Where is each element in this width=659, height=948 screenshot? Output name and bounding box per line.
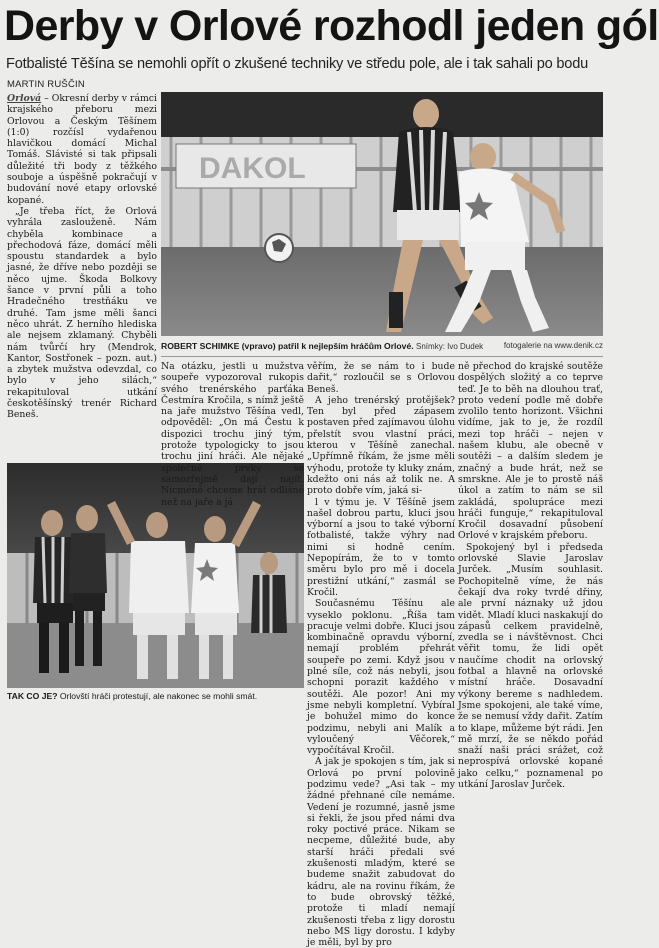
paragraph: A jeho trenérský protějšek? Ten byl před zápasem postaven před zajímavou úlohu přelstít svou vlastní práci, kterou v Těšíně zanechal. „Upřímně říkám, že jsme měli výhodu, protože ty kluky znám, kdežto oni nás až tolik ne. A proto dobře vím, jaká si-	[307, 394, 455, 497]
gallery-link[interactable]: fotogalerie na www.denik.cz	[503, 341, 603, 350]
article-subheadline: Fotbalisté Těšína se nemohli opřít o zkušené techniky ve středu pole, ale i tak sahali po bodu	[6, 56, 589, 72]
paragraph: ně přechod do krajské soutěže dospělých složitý a co teprve teď. Je to běh na dlouhou trať, proto vedení podle mě dobře zvolilo tento horizont. Všichni vidíme, jak to je, že rozdíl mezi top hráči – nejen v našem klubu, ale obecně v soutěži – a dalším sledem je značný a bude hrát, než se smrskne. Ale je to prostě náš úkol a zatím to nám se sil zakládá, spolupráce mezi hráči funguje,“ rekapituloval Kročil dosavadní působení Orlové v krajském přeboru.	[458, 361, 603, 542]
caption-text: Orlovští hráči protestují, ale nakonec se mohli smát.	[57, 691, 258, 701]
author-byline: MARTIN RUŠČIN	[7, 79, 85, 90]
lead-text: – Okresní derby v rámci krajského přeboru mezi Orlovou a Českým Těšínem (1:0) rozčísl vydařenou hlavičkou domácí Michal Tomáš. Slávisté si tak připsali důležité tři body z těžkého souboje a úspěšně pokračují v budování nové etapy orlovské kopané.	[7, 93, 157, 206]
text-column-3	[161, 361, 304, 508]
photo-caption-2	[7, 690, 305, 702]
photo-credit: Snímky: Ivo Dudek	[416, 342, 484, 351]
paragraph: A jak je spokojen s tím, jak si Orlová po první polovině podzimu vede? „Asi tak – my žádné přehnané cíle nemáme. Vedení je rozumné, jasně jsme si řekli, že jsou před námi dva roky poctivé práce. Nikam se necpeme, důležité bude, aby starší hráči předali své zkušenosti mladým, které se budeme snažit zabudovat do kádru, ale na rovinu říkám, že to bude obrovský těžké, protože ti mladí nemají zkušenosti třeba z ligy dorostu nebo MS ligy dorostu. I kdyby je měli, byl by pro	[307, 756, 455, 948]
paragraph: Na otázku, jestli u mužstva soupeře vypozoroval rukopis svého trenérského parťáka Čestmíra Kročila, s nímž ještě na jaře mužstvo Těšína vedl, odpověděl: „On má Čestu k dispozici trochu jiný tým, protože typologicky to jsou trochu jiní hráči. Ale nějaké společné prvky se samozřejmě dají najít. Nicméně chceme hrát odlišně než na jaře a já	[161, 361, 304, 508]
paragraph: věřím, že se nám to i bude dařit,“ rozloučil se s Orlovou Beneš.	[307, 361, 455, 395]
text-column-4	[307, 361, 455, 948]
caption-text: ROBERT SCHIMKE (vpravo) patřil k nejlepším hráčům Orlové.	[161, 341, 414, 351]
article-headline: Derby v Orlové rozhodl jeden gól	[4, 2, 659, 50]
paragraph: Spokojený byl i předseda orlovské Slavie Jaroslav Jurček. „Musím souhlasit. Pochopitelně víme, že nás čekají dva roky tvrdé dřiny, ale první náznaky už jdou vidět. Mladí kluci naskakují do zápasů celkem pravidelně, zvedla se i návštěvnost. Chci věřit tomu, že lidi opět naučíme chodit na orlovský fotbal a hlavně na orlovské místní hráče. Dosavadní výkony bereme s nadhledem. Jsme spokojeni, ale také víme, že se nemusí vždy dařit. Zatím to klape, můžeme být rádi. Jen mě mrzí, že se někdo pořád snaží naši práci srážet, což neprospívá orlovské kopané jako celku,“ poznamenal po utkání Jaroslav Jurček.	[458, 541, 603, 790]
photo-match-action	[161, 92, 603, 336]
lead-paragraph	[7, 93, 157, 206]
caption-lead: TAK CO JE?	[7, 691, 58, 701]
football-action-photo	[161, 92, 603, 336]
text-column-5	[458, 361, 603, 790]
paragraph: l v týmu je. V Těšíně jsem našel dobrou partu, kluci jsou výborní a jsou to také výborní fotbalisté, takže výhry nad nimi si hodně cením. Nepopírám, že to v tomto směru bylo pro mě i docela prestižní utkání,“ zasmál se Kročil.	[307, 496, 455, 598]
photo-caption-1	[161, 339, 603, 353]
dateline-place: Orlová	[7, 93, 42, 104]
divider	[161, 356, 603, 357]
paragraph: Současnému Těšínu ale vyseklo poklonu. „Říša tam pracuje velmi dobře. Kluci jsou kombinačně opravdu výborní, nemají problém přehrát soupeře po zemi. Když jsou v plné síle, což nás nebyli, jsou schopni porazit každého v soutěži. Ale pozor! Ani my jsme nebyli kompletní. Vybíral je bohužel mimo do konce podzimu, nebyli ani Malík a vyloučený Věčorek,“ vypočítával Kročil.	[307, 598, 455, 757]
ad-banner-text: DAKOL	[199, 152, 306, 185]
paragraph: „Je třeba říct, že Orlová vyhrála zaslouženě. Nám chyběla kombinace a přechodová fáze, domácí měli spoustu standardek a bylo jasné, že dříve nebo později se něco ujme. Škoda Bolkovy šance v první půli a toho Hradečného trestňáku ve druhé. Tam jsme měli šanci něco uhrát. Z herního hlediska ale nejsem zklamaný. Chyběli nám tvůrčí hry (Mendrok, Kantor, Sostřonek – pozn. aut.) a zbytek mužstva odevzdal, co bylo v jeho silách,“ rekapituloval utkání českotěšínský trenér Richard Beneš.	[7, 205, 157, 421]
text-column-1	[7, 93, 157, 460]
